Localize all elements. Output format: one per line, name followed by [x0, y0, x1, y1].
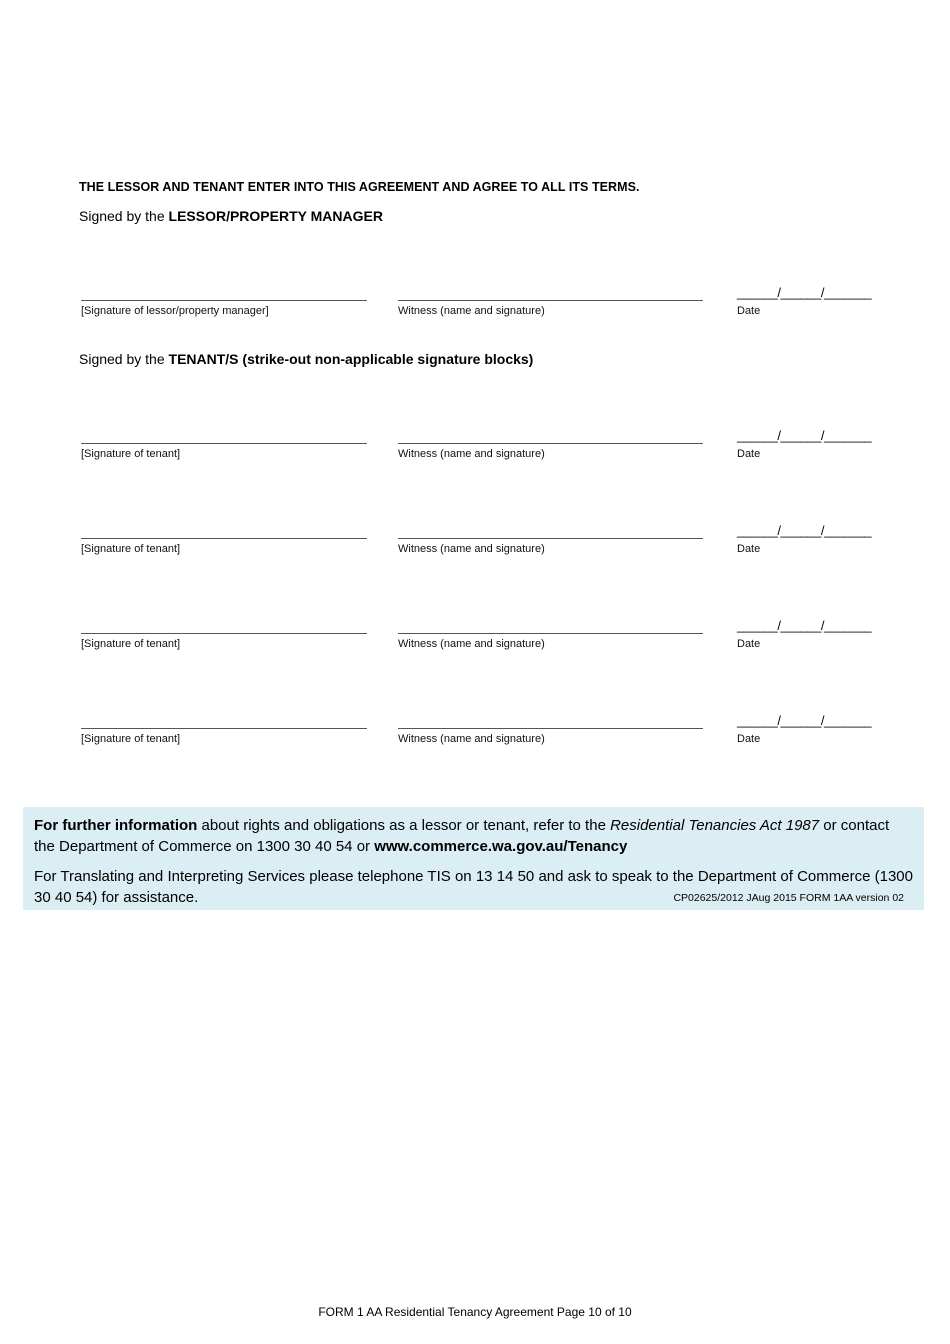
tenant-2-witness-label: Witness (name and signature): [398, 543, 545, 555]
tenant-section-prefix: Signed by the: [79, 351, 169, 367]
tenant-4-date-label: Date: [737, 733, 761, 745]
lessor-witness-line[interactable]: [398, 300, 703, 301]
tenant-1-date-label: Date: [737, 448, 761, 460]
tenant-3-date-label: Date: [737, 638, 761, 650]
tenant-2-witness-line[interactable]: [398, 538, 703, 539]
tenant-1-witness-label: Witness (name and signature): [398, 448, 545, 460]
tenant-4-signature-line[interactable]: [81, 728, 367, 729]
tenant-4-signature-label: [Signature of tenant]: [81, 733, 181, 745]
act-name: Residential Tenancies Act 1987: [610, 817, 820, 834]
tenant-4-date-field[interactable]: ______/______/_______: [737, 713, 872, 728]
info-bold-lead: For further information: [34, 817, 198, 834]
agreement-heading: THE LESSOR AND TENANT ENTER INTO THIS AGREEMENT AND AGREE TO ALL ITS TERMS.: [79, 180, 640, 194]
further-information-box: [23, 807, 924, 910]
lessor-date-label: Date: [737, 305, 761, 317]
tenant-3-witness-label: Witness (name and signature): [398, 638, 545, 650]
tenant-section-title: [79, 351, 533, 367]
tenant-2-date-label: Date: [737, 543, 761, 555]
tenant-3-signature-label: [Signature of tenant]: [81, 638, 181, 650]
lessor-section-bold: LESSOR/PROPERTY MANAGER: [168, 208, 383, 224]
tenant-2-signature-line[interactable]: [81, 538, 367, 539]
lessor-signature-line[interactable]: [81, 300, 367, 301]
lessor-signature-label: [Signature of lessor/property manager]: [81, 305, 269, 317]
lessor-witness-label: Witness (name and signature): [398, 305, 545, 317]
lessor-date-field[interactable]: ______/______/_______: [737, 285, 872, 300]
page-footer: FORM 1 AA Residential Tenancy Agreement Page 10 of 10: [318, 1305, 632, 1319]
tenant-1-signature-line[interactable]: [81, 443, 367, 444]
tenant-3-date-field[interactable]: ______/______/_______: [737, 618, 872, 633]
lessor-section-prefix: Signed by the: [79, 208, 169, 224]
lessor-section-title: [79, 208, 383, 224]
tenant-4-witness-label: Witness (name and signature): [398, 733, 545, 745]
tenant-4-witness-line[interactable]: [398, 728, 703, 729]
tenant-2-date-field[interactable]: ______/______/_______: [737, 523, 872, 538]
info-text-1: about rights and obligations as a lessor or tenant, refer to the: [197, 817, 611, 834]
tenant-3-witness-line[interactable]: [398, 633, 703, 634]
tenant-1-signature-label: [Signature of tenant]: [81, 448, 181, 460]
info-text-2: or contact the Department of Commerce on 1300 30 40 54 or: [34, 817, 890, 855]
tenant-1-witness-line[interactable]: [398, 443, 703, 444]
further-information-text: [34, 815, 913, 857]
form-reference-code: CP02625/2012 JAug 2015 FORM 1AA version 02: [673, 892, 904, 904]
tenant-1-date-field[interactable]: ______/______/_______: [737, 428, 872, 443]
tenant-section-bold: TENANT/S (strike-out non-applicable signature blocks): [168, 351, 534, 367]
commerce-website-link[interactable]: www.commerce.wa.gov.au/Tenancy: [374, 838, 628, 855]
tenant-3-signature-line[interactable]: [81, 633, 367, 634]
tenant-2-signature-label: [Signature of tenant]: [81, 543, 181, 555]
translating-services-text: For Translating and Interpreting Services please telephone TIS on 13 14 50 and ask to speak to the Department of Commerce (1300 30 40 54) for assistance.: [34, 868, 913, 906]
